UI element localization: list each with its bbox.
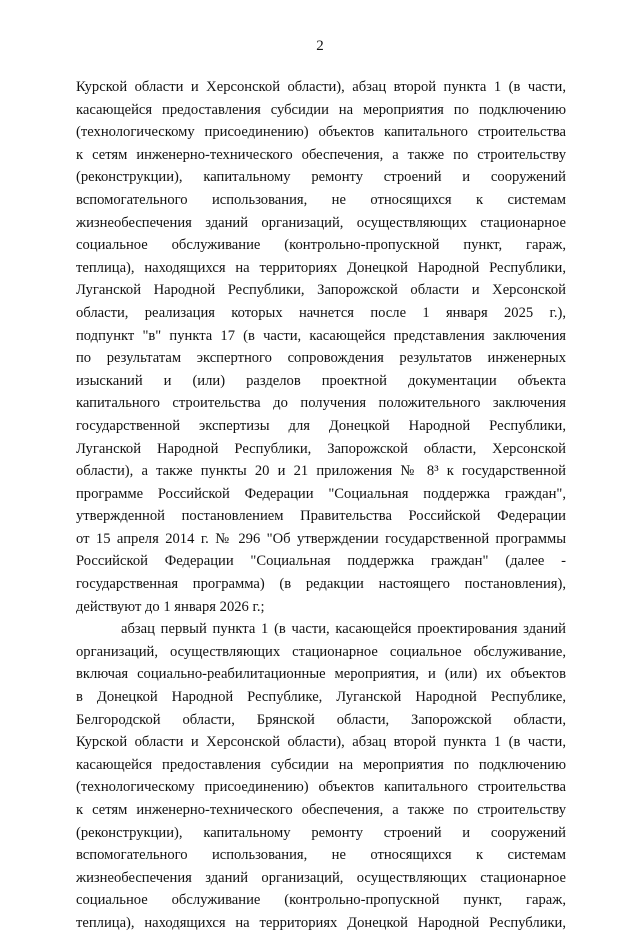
text-line: жизнеобеспечения зданий организаций, осуществляющих стационарное bbox=[76, 869, 566, 886]
text-line: (реконструкции), капитальному ремонту строений и сооружений bbox=[76, 824, 566, 841]
text-line: вспомогательного использования, не относящихся к системам bbox=[76, 847, 566, 864]
text-line: области), а также пункты 20 и 21 приложения № 8³ к государственной bbox=[76, 463, 566, 480]
text-line: абзац первый пункта 1 (в части, касающейся проектирования зданий bbox=[121, 621, 566, 638]
text-line: Луганской Народной Республики, Запорожской области и Херсонской bbox=[76, 282, 566, 299]
text-line: жизнеобеспечения зданий организаций, осуществляющих стационарное bbox=[76, 214, 566, 231]
text-line: к сетям инженерно-технического обеспечения, а также по строительству bbox=[76, 146, 566, 163]
document-body bbox=[76, 76, 566, 935]
text-line: теплица), находящихся на территориях Донецкой Народной Республики, bbox=[76, 259, 566, 276]
text-line: государственная программа) (в редакции настоящего постановления), bbox=[76, 576, 566, 593]
text-line: теплица), находящихся на территориях Донецкой Народной Республики, bbox=[76, 914, 566, 931]
text-line: области, реализация которых начнется после 1 января 2025 г.), bbox=[76, 304, 566, 321]
text-line: капитального строительства до получения положительного заключения bbox=[76, 395, 566, 412]
paragraph bbox=[76, 76, 566, 618]
text-line: социальное обслуживание (контрольно-пропускной пункт, гараж, bbox=[76, 237, 566, 254]
text-line: Курской области и Херсонской области), абзац второй пункта 1 (в части, bbox=[76, 79, 566, 95]
text-line: социальное обслуживание (контрольно-пропускной пункт, гараж, bbox=[76, 892, 566, 909]
text-line: Российской Федерации "Социальная поддержка граждан" (далее - bbox=[76, 553, 566, 570]
text-line: вспомогательного использования, не относящихся к системам bbox=[76, 191, 566, 208]
text-line: от 15 апреля 2014 г. № 296 "Об утверждении государственной программы bbox=[76, 530, 566, 547]
text-line: подпункт "в" пункта 17 (в части, касающейся представления заключения bbox=[76, 327, 566, 344]
text-line: касающейся предоставления субсидии на мероприятия по подключению bbox=[76, 756, 566, 773]
text-line: Белгородской области, Брянской области, Запорожской области, bbox=[76, 711, 566, 728]
text-line: касающейся предоставления субсидии на мероприятия по подключению bbox=[76, 101, 566, 118]
text-line: действуют до 1 января 2026 г.; bbox=[76, 598, 265, 615]
text-line: Курской области и Херсонской области), абзац второй пункта 1 (в части, bbox=[76, 734, 566, 751]
text-line: государственной экспертизы для Донецкой Народной Республики, bbox=[76, 417, 566, 434]
text-line: по результатам экспертного сопровождения результатов инженерных bbox=[76, 350, 566, 367]
text-line: программе Российской Федерации "Социальная поддержка граждан", bbox=[76, 485, 566, 502]
text-line: организаций, осуществляющих стационарное социальное обслуживание, bbox=[76, 643, 566, 660]
text-line: (технологическому присоединению) объектов капитального строительства bbox=[76, 779, 566, 796]
text-line: Луганской Народной Республики, Запорожской области, Херсонской bbox=[76, 440, 566, 457]
text-line: (технологическому присоединению) объектов капитального строительства bbox=[76, 124, 566, 141]
text-line: к сетям инженерно-технического обеспечения, а также по строительству bbox=[76, 802, 566, 818]
text-line: утвержденной постановлением Правительства Российской Федерации bbox=[76, 508, 566, 525]
text-line: изысканий и (или) разделов проектной документации объекта bbox=[76, 372, 566, 389]
paragraph bbox=[76, 618, 566, 934]
text-line: включая социально-реабилитационные мероприятия, и (или) их объектов bbox=[76, 666, 566, 683]
text-line: в Донецкой Народной Республике, Луганской Народной Республике, bbox=[76, 689, 566, 706]
page-number: 2 bbox=[316, 38, 324, 54]
text-line: (реконструкции), капитальному ремонту строений и сооружений bbox=[76, 169, 566, 186]
